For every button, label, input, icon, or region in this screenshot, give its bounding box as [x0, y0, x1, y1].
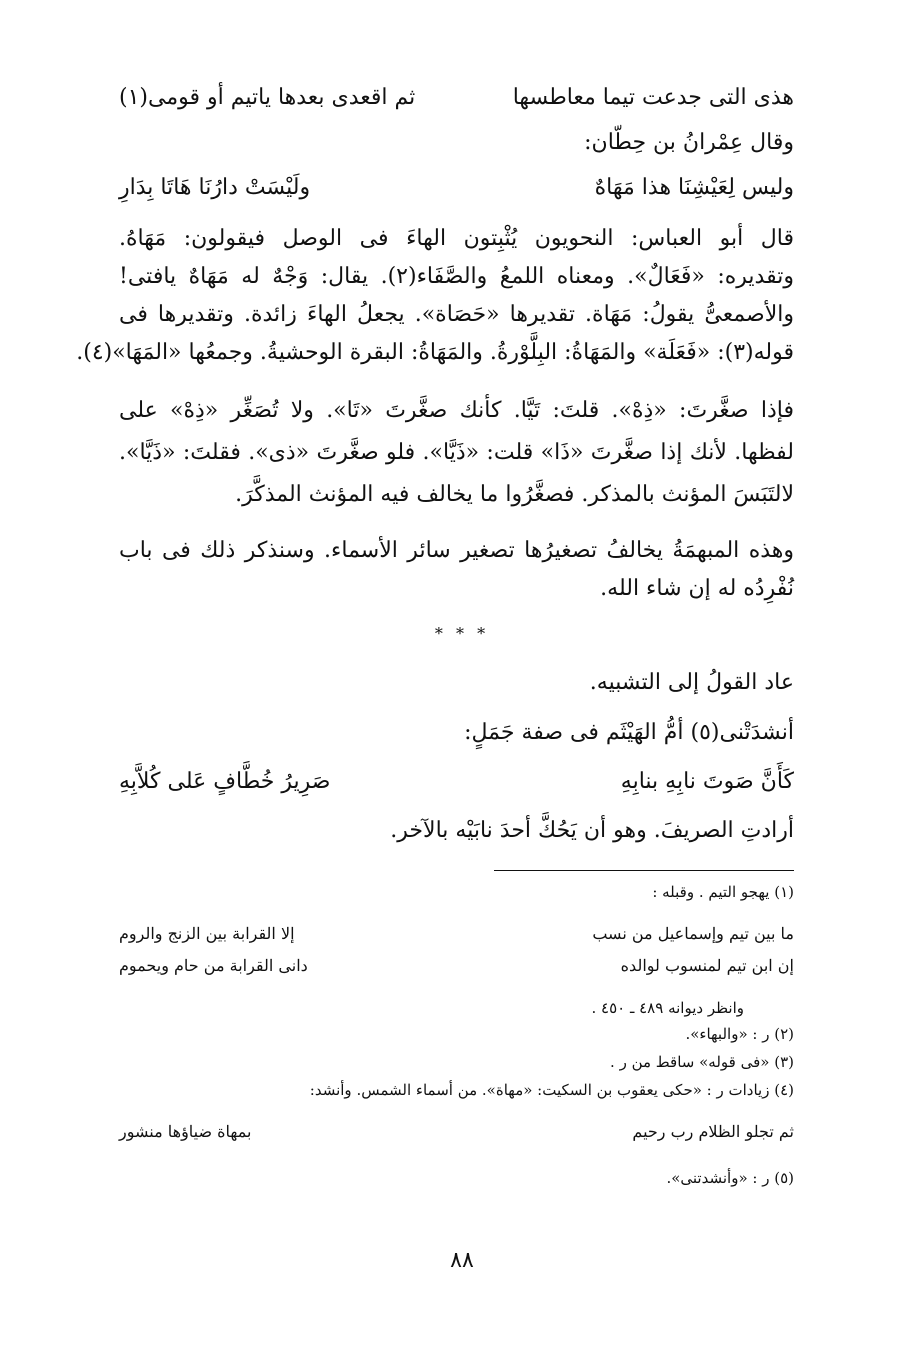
footnote-1-verse-1-hemistich-1: ما بين تيم وإسماعيل من نسب	[592, 924, 794, 943]
footnote-3: (٣) «فى قوله» ساقط من ر .	[610, 1053, 794, 1071]
page-number: ٨٨	[450, 1248, 474, 1273]
verse-3-hemistich-2: صَرِيرُ خُطَّافٍ عَلى كُلاَّبِهِ	[119, 769, 331, 794]
verse-2	[119, 170, 794, 206]
verse-3	[119, 764, 794, 800]
footnote-5: (٥) ر : «وأنشدتنى».	[666, 1169, 794, 1187]
footnote-1-intro: (١) يهجو التيم . وقبله :	[652, 883, 794, 901]
paragraph-5: أرادتِ الصريفَ. وهو أن يَحُكَّ أحدَ نابَيْه بالآخر.	[390, 818, 794, 843]
paragraph-3-line-2: نُفْرِدُه له إن شاء الله.	[600, 576, 794, 601]
footnote-1-verse-1-hemistich-2: إلا القرابة بين الزنج والروم	[119, 924, 295, 943]
paragraph-3-line-1: وهذه المبهمَةُ يخالفُ تصغيرُها تصغير سائر الأسماء. وسنذكر ذلك فى باب	[119, 538, 794, 563]
paragraph-2-line-3: لالتَبَسَ المؤنث بالمذكر. فصغَّرُوا ما يخالف فيه المؤنث المذكَّرَ.	[235, 482, 794, 507]
paragraph-4: عاد القولُ إلى التشبيه.	[589, 670, 794, 695]
footnote-4-verse-hemistich-2: بمهاة ضياؤها منشور	[119, 1122, 252, 1141]
footnote-1-reference: وانظر ديوانه ٤٨٩ ـ ٤٥٠ .	[591, 999, 744, 1017]
footnote-rule	[494, 870, 794, 871]
paragraph-1-line-3: والأصمعىُّ يقولُ: مَهَاة. تقديرها «حَصَاة». يجعلُ الهاءَ زائدة. وتقديرها فى	[119, 302, 794, 327]
verse-2-intro: وقال عِمْرانُ بن حِطّان:	[584, 130, 794, 155]
footnote-4-verse-hemistich-1: ثم تجلو الظلام رب رحيم	[632, 1122, 794, 1141]
section-separator: * * *	[434, 624, 490, 643]
verse-1	[119, 80, 794, 116]
footnote-1-verse-2	[119, 952, 794, 980]
footnote-2: (٢) ر : «والبهاء».	[685, 1025, 794, 1043]
verse-3-intro: أنشدَتْنى(٥) أمُّ الهَيْثَم فى صفة جَمَلٍ:	[464, 720, 794, 745]
paragraph-1-line-2: وتقديره: «فَعَالٌ». ومعناه اللمعُ والصَّفَاء(٢). يقال: وَجْهٌ له مَهَاهٌ يافتى!	[119, 264, 794, 289]
verse-1-hemistich-1: هذى التى جدعت تيما معاطسها	[512, 85, 794, 110]
verse-1-hemistich-2: ثم اقعدى بعدها ياتيم أو قومى(١)	[119, 85, 416, 110]
paragraph-1-line-4: قوله(٣): «فَعَلَة» والمَهَاةُ: البِلَّوْرةُ. والمَهَاةُ: البقرة الوحشيةُ. وجمعُها «المَهَا»(٤).	[76, 340, 794, 365]
footnote-4-verse	[119, 1118, 794, 1146]
footnote-4: (٤) زيادات ر : «حكى يعقوب بن السكيت: «مهاة». من أسماء الشمس. وأنشد:	[309, 1081, 794, 1099]
verse-2-hemistich-1: وليس لِعَيْشِنَا هذا مَهَاهٌ	[594, 175, 794, 200]
footnote-1-verse-2-hemistich-1: إن ابن تيم لمنسوب لوالده	[620, 956, 794, 975]
verse-2-hemistich-2: ولَيْسَتْ دارُنَا هَاتَا بِدَارِ	[119, 175, 311, 200]
footnote-1-verse-2-hemistich-2: دانى القرابة من حام ويحموم	[119, 956, 308, 975]
paragraph-1-line-1: قال أبو العباس: النحويون يُثْبِتون الهاءَ فى الوصل فيقولون: مَهَاهُ.	[119, 226, 794, 251]
footnote-1-verse-1	[119, 920, 794, 948]
paragraph-2-line-1: فإذا صغَّرتَ: «ذِهْ». قلتَ: تَيَّا. كأنك صغَّرتَ «تَا». ولا تُصَغِّر «ذِهْ» على	[119, 398, 794, 423]
paragraph-2-line-2: لفظها. لأنك إذا صغَّرتَ «ذَا» قلت: «ذَيَّا». فلو صغَّرتَ «ذى». فقلتَ: «ذَيَّا».	[119, 440, 794, 465]
verse-3-hemistich-1: كَأَنَّ صَوتَ نابِهِ بنابِهِ	[620, 769, 794, 794]
